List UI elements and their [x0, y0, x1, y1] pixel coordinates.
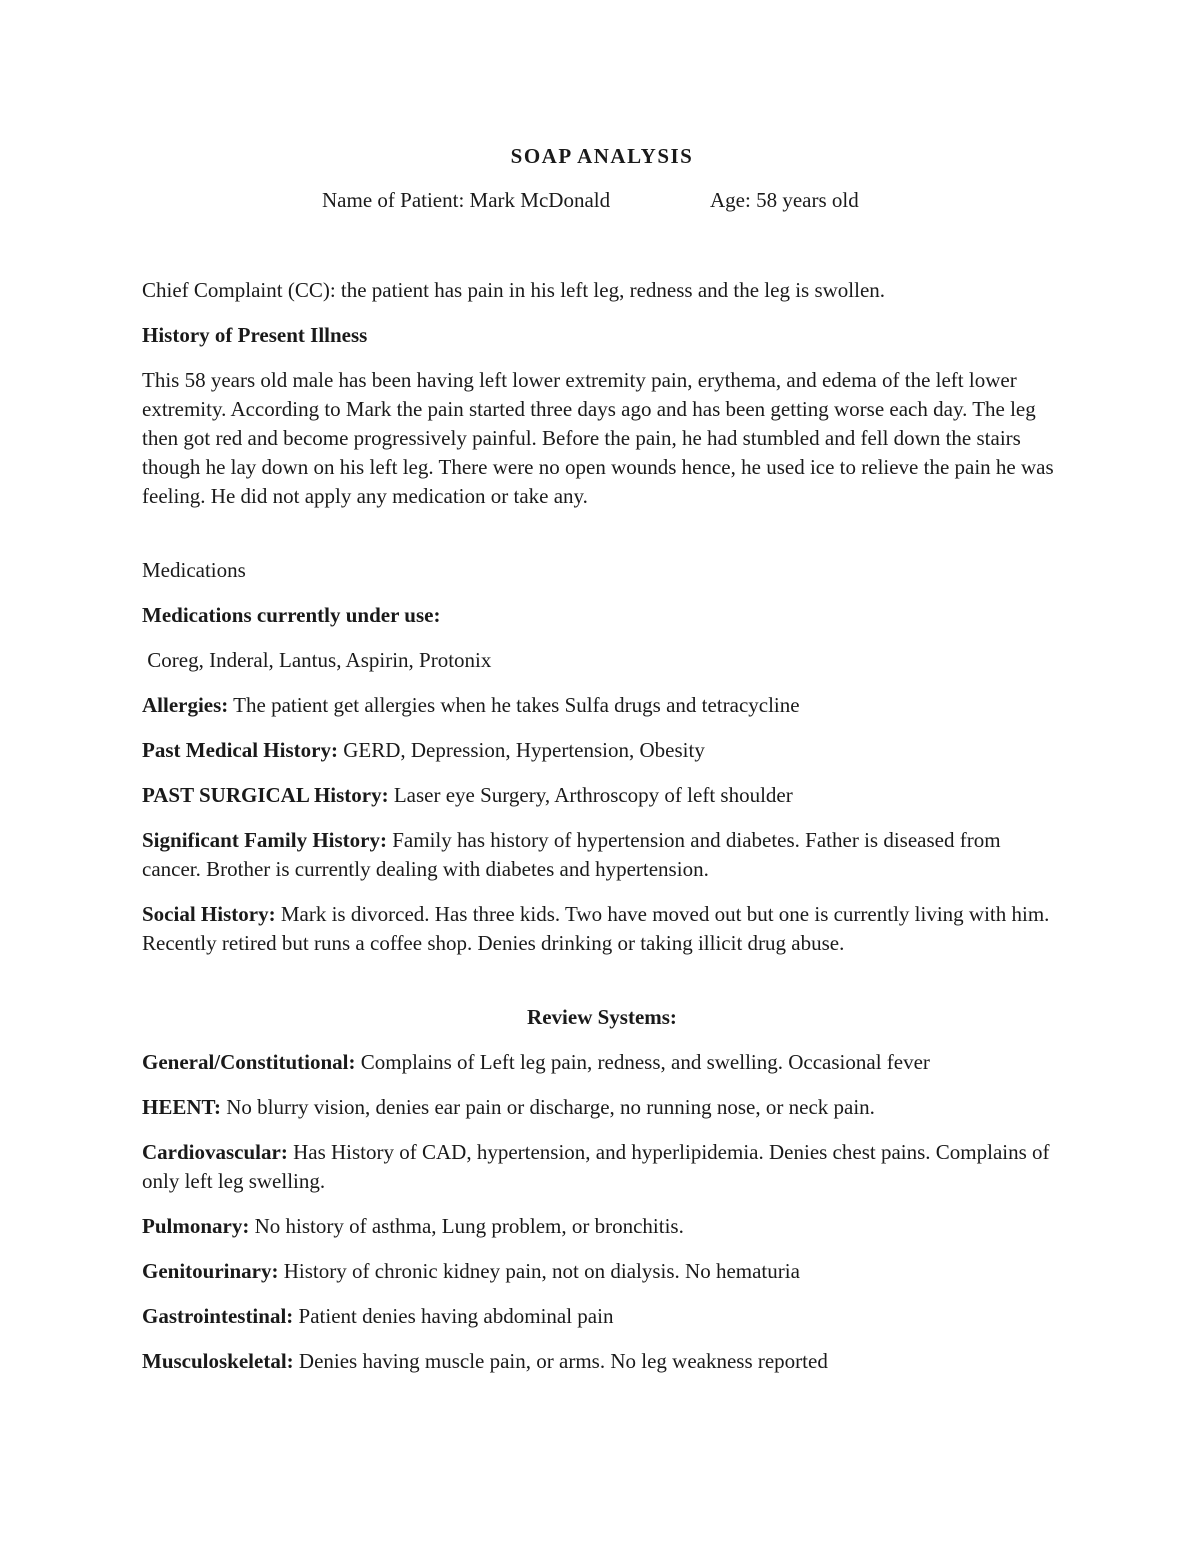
review-general-label: General/Constitutional:	[142, 1050, 356, 1074]
review-general-row	[142, 1048, 1062, 1077]
review-general-text: Complains of Left leg pain, redness, and swelling. Occasional fever	[355, 1050, 930, 1074]
hpi-heading-text: History of Present Illness	[142, 323, 368, 347]
patient-name: Name of Patient: Mark McDonald	[322, 188, 611, 212]
allergies-row	[142, 691, 1062, 720]
document-page	[142, 0, 1062, 1553]
review-heent-label: HEENT:	[142, 1095, 221, 1119]
past-surgical-text: Laser eye Surgery, Arthroscopy of left shoulder	[388, 783, 793, 807]
document-title: SOAP ANALYSIS	[510, 144, 694, 168]
allergies-text: The patient get allergies when he takes Sulfa drugs and tetracycline	[228, 693, 800, 717]
family-history-label: Significant Family History:	[142, 828, 387, 852]
review-cardio-label: Cardiovascular:	[142, 1140, 288, 1164]
review-musculo-row	[142, 1347, 1062, 1376]
social-history-text: Mark is divorced. Has three kids. Two have moved out but one is currently living with him. Recently retired but runs a coffee shop. Denies drinking or taking illicit drug abuse.	[142, 902, 1050, 955]
hpi-heading	[142, 321, 1062, 350]
chief-complaint: Chief Complaint (CC): the patient has pain in his left leg, redness and the leg is swollen.	[142, 278, 886, 302]
review-pulmonary-text: No history of asthma, Lung problem, or bronchitis.	[249, 1214, 684, 1238]
medications-label: Medications	[142, 558, 246, 582]
review-pulmonary-label: Pulmonary:	[142, 1214, 250, 1238]
review-musculo-text: Denies having muscle pain, or arms. No leg weakness reported	[293, 1349, 828, 1373]
review-heent-row	[142, 1093, 1062, 1122]
allergies-label: Allergies:	[142, 693, 229, 717]
past-medical-label: Past Medical History:	[142, 738, 338, 762]
review-gastro-label: Gastrointestinal:	[142, 1304, 294, 1328]
past-medical-text: GERD, Depression, Hypertension, Obesity	[337, 738, 705, 762]
medications-list: Coreg, Inderal, Lantus, Aspirin, Protonix	[142, 648, 492, 672]
past-surgical-row	[142, 781, 1062, 810]
review-heent-text: No blurry vision, denies ear pain or discharge, no running nose, or neck pain.	[220, 1095, 875, 1119]
review-musculo-label: Musculoskeletal:	[142, 1349, 294, 1373]
review-systems-heading	[142, 1003, 1062, 1032]
family-history-row	[142, 826, 1062, 884]
review-genitourinary-label: Genitourinary:	[142, 1259, 279, 1283]
past-medical-row	[142, 736, 1062, 765]
social-history-label: Social History:	[142, 902, 276, 926]
medications-current-heading	[142, 601, 1062, 630]
review-cardio-row	[142, 1138, 1062, 1196]
review-genitourinary-row	[142, 1257, 1062, 1286]
past-surgical-label: PAST SURGICAL History:	[142, 783, 389, 807]
hpi-text: This 58 years old male has been having left lower extremity pain, erythema, and edema of the left lower extremity. According to Mark the pain started three days ago and has been getting worse each day. The leg then got red and become progressively painful. Before the pain, he had stumbled and fell down the stairs though he lay down on his left leg. There were no open wounds hence, he used ice to relieve the pain he was feeling. He did not apply any medication or take any.	[142, 368, 1054, 508]
social-history-row	[142, 900, 1062, 958]
review-gastro-row	[142, 1302, 1062, 1331]
review-pulmonary-row	[142, 1212, 1062, 1241]
review-genitourinary-text: History of chronic kidney pain, not on dialysis. No hematuria	[278, 1259, 800, 1283]
patient-age: Age: 58 years old	[710, 188, 859, 212]
medications-current-heading-text: Medications currently under use:	[142, 603, 441, 627]
family-history-text: Family has history of hypertension and diabetes. Father is diseased from cancer. Brother is currently dealing with diabetes and hypertension.	[142, 828, 1001, 881]
review-gastro-text: Patient denies having abdominal pain	[293, 1304, 614, 1328]
review-systems-heading-text: Review Systems:	[527, 1005, 677, 1029]
review-cardio-text: Has History of CAD, hypertension, and hyperlipidemia. Denies chest pains. Complains of only left leg swelling.	[142, 1140, 1050, 1193]
